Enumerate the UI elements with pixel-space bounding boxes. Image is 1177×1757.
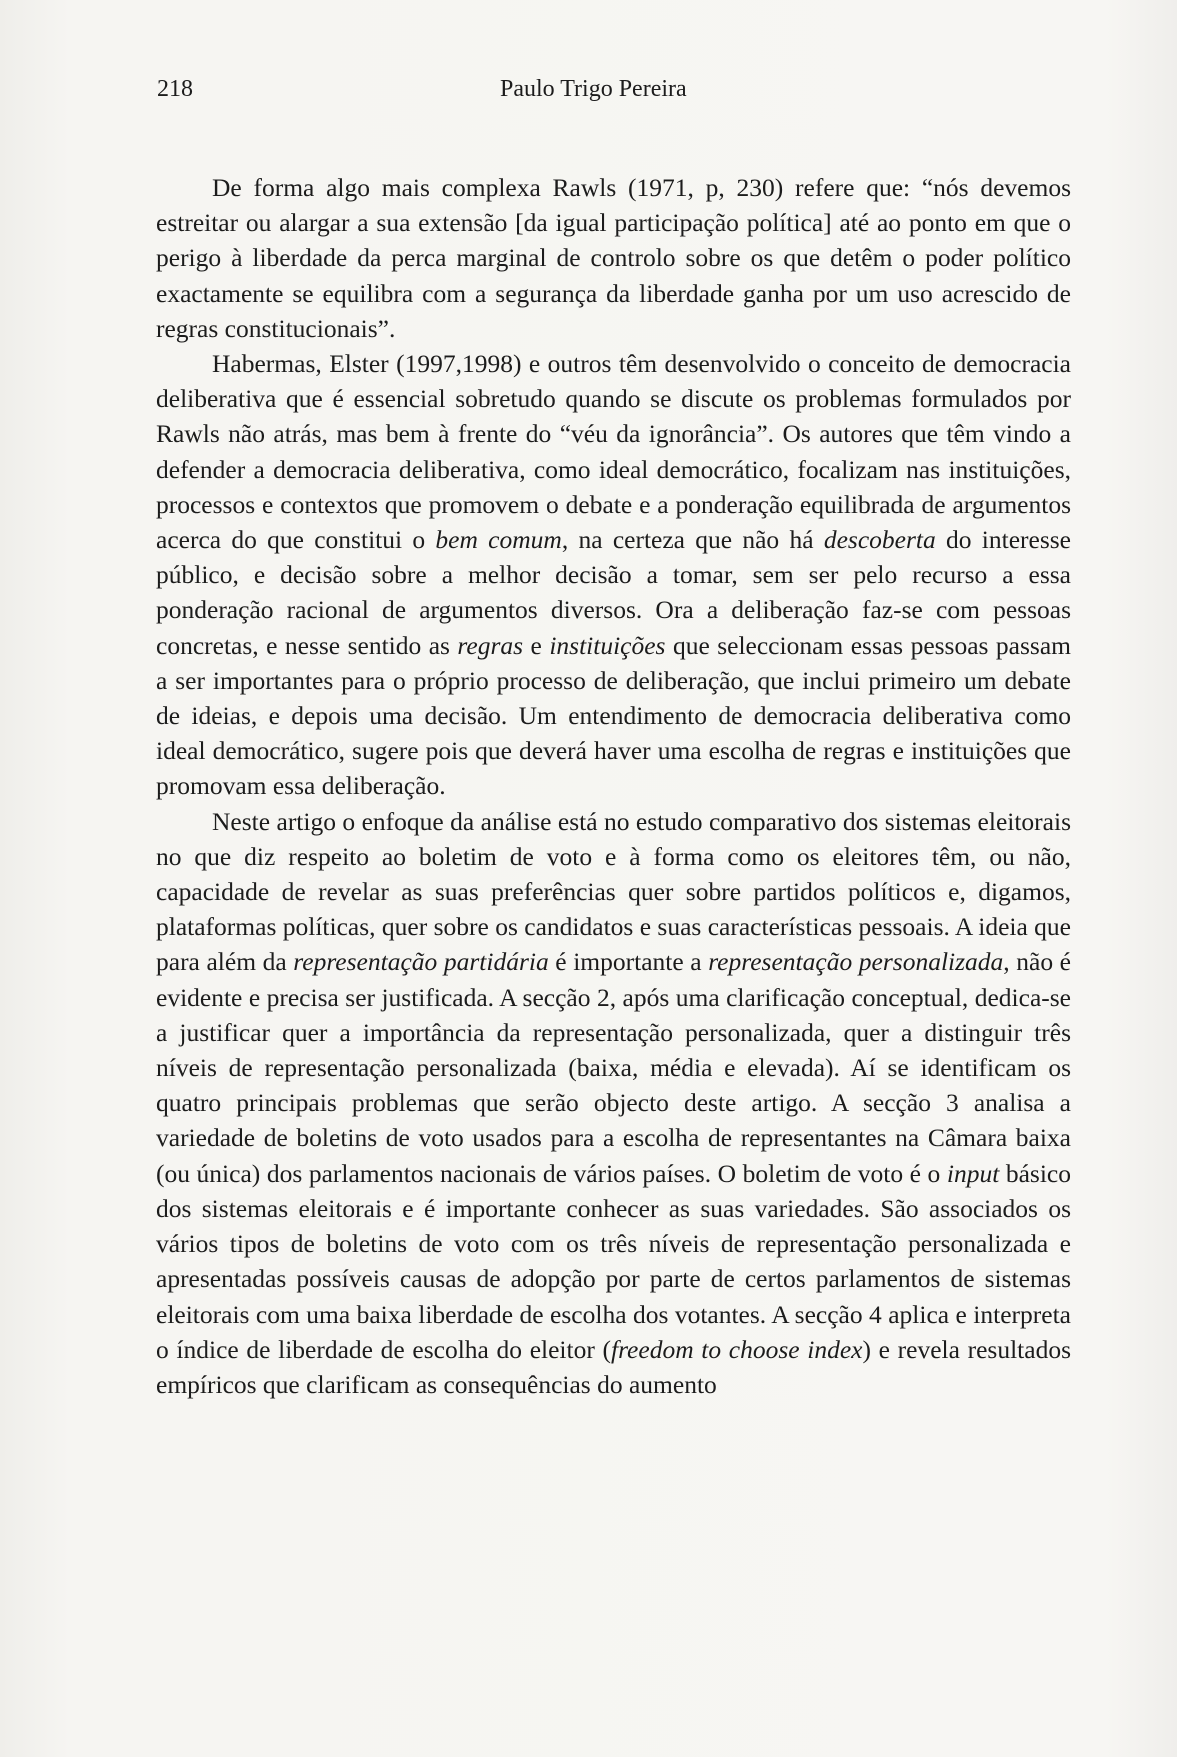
- running-title: Paulo Trigo Pereira: [500, 76, 687, 102]
- paragraph-text: , não é evidente e precisa ser justificada. A secção 2, após uma clarificação conceptual, dedica-se a justificar quer a importância da representação personalizada, quer a distinguir três níveis de representação personalizada (baixa, média e elevada). Aí se identificam os quatro principais problemas que serão objecto deste artigo. A secção 3 analisa a variedade de boletins de voto usados para a escolha de representantes na Câmara baixa (ou única) dos parlamentos nacionais de vários países. O boletim de voto é o: [156, 947, 1071, 1188]
- body-text: [156, 170, 1071, 1402]
- italic-term-instituicoes: instituições: [549, 630, 666, 660]
- paragraph-deliberative-democracy: [156, 346, 1071, 804]
- paragraph-rawls-quote: [156, 170, 1071, 346]
- paragraph-text: do interesse público, e decisão sobre a melhor decisão a tomar, sem ser pelo recurso a essa ponderação racional de argumentos diversos. Ora a deliberação faz-se com pessoas concretas, e nesse sentido as: [156, 525, 1071, 660]
- paragraph-text: é importante a: [548, 947, 709, 977]
- paragraph-text: Habermas, Elster (1997,1998) e outros têm desenvolvido o conceito de democracia deliberativa que é essencial sobretudo quando se discute os problemas formulados por Rawls não atrás, mas bem à frente do “véu da ignorância”. Os autores que têm vindo a defender a democracia deliberativa, como ideal democrático, focalizam nas instituições, processos e contextos que promovem o debate e a ponderação equilibrada de argumentos acerca do que constitui o: [156, 349, 1071, 555]
- paragraph-text: e: [523, 630, 550, 660]
- italic-term-input: input: [946, 1158, 1000, 1188]
- paragraph-text: básico dos sistemas eleitorais e é importante conhecer as suas variedades. São associados os vários tipos de boletins de voto com os três níveis de representação personalizada e apresentadas possíveis causas de adopção por parte de certos parlamentos de sistemas eleitorais com uma baixa liberdade de escolha dos votantes. A secção 4 aplica e interpreta o índice de liberdade de escolha do eleitor (: [156, 1158, 1071, 1364]
- paragraph-text: Neste artigo o enfoque da análise está no estudo comparativo dos sistemas eleitorais no que diz respeito ao boletim de voto e à forma como os eleitores têm, ou não, capacidade de revelar as suas preferências quer sobre partidos políticos e, digamos, plataformas políticas, quer sobre os candidatos e suas características pessoais. A ideia que para além da: [156, 806, 1071, 977]
- running-head: [157, 74, 722, 104]
- paragraph-text: , na certeza que não há: [561, 525, 824, 555]
- italic-term-bem-comum: bem comum: [435, 525, 562, 555]
- italic-term-freedom-to-choose-index: freedom to choose index: [611, 1334, 863, 1364]
- paragraph-text: De forma algo mais complexa Rawls (1971, p, 230) refere que: “nós devemos estreitar ou alargar a sua extensão [da igual participação política] até ao ponto em que o perigo à liberdade da perca marginal de controlo sobre os que detêm o poder político exactamente se equilibra com a segurança da liberdade ganha por um uso acrescido de regras constitucionais”.: [156, 173, 1071, 343]
- italic-term-representacao-personalizada: representação personalizada: [708, 947, 1004, 977]
- page-number: 218: [157, 76, 193, 102]
- paragraph-text: ) e revela resultados empíricos que clarificam as consequências do aumento: [156, 1334, 1071, 1399]
- italic-term-representacao-partidaria: representação partidária: [293, 947, 549, 977]
- italic-term-regras: regras: [457, 630, 524, 660]
- italic-term-descoberta: descoberta: [823, 525, 936, 555]
- paragraph-text: que seleccionam essas pessoas passam a ser importantes para o próprio processo de deliberação, que inclui primeiro um debate de ideias, e depois uma decisão. Um entendimento de democracia deliberativa como ideal democrático, sugere pois que deverá haver uma escolha de regras e instituições que promovam essa deliberação.: [156, 630, 1072, 801]
- paragraph-article-outline: [156, 804, 1071, 1402]
